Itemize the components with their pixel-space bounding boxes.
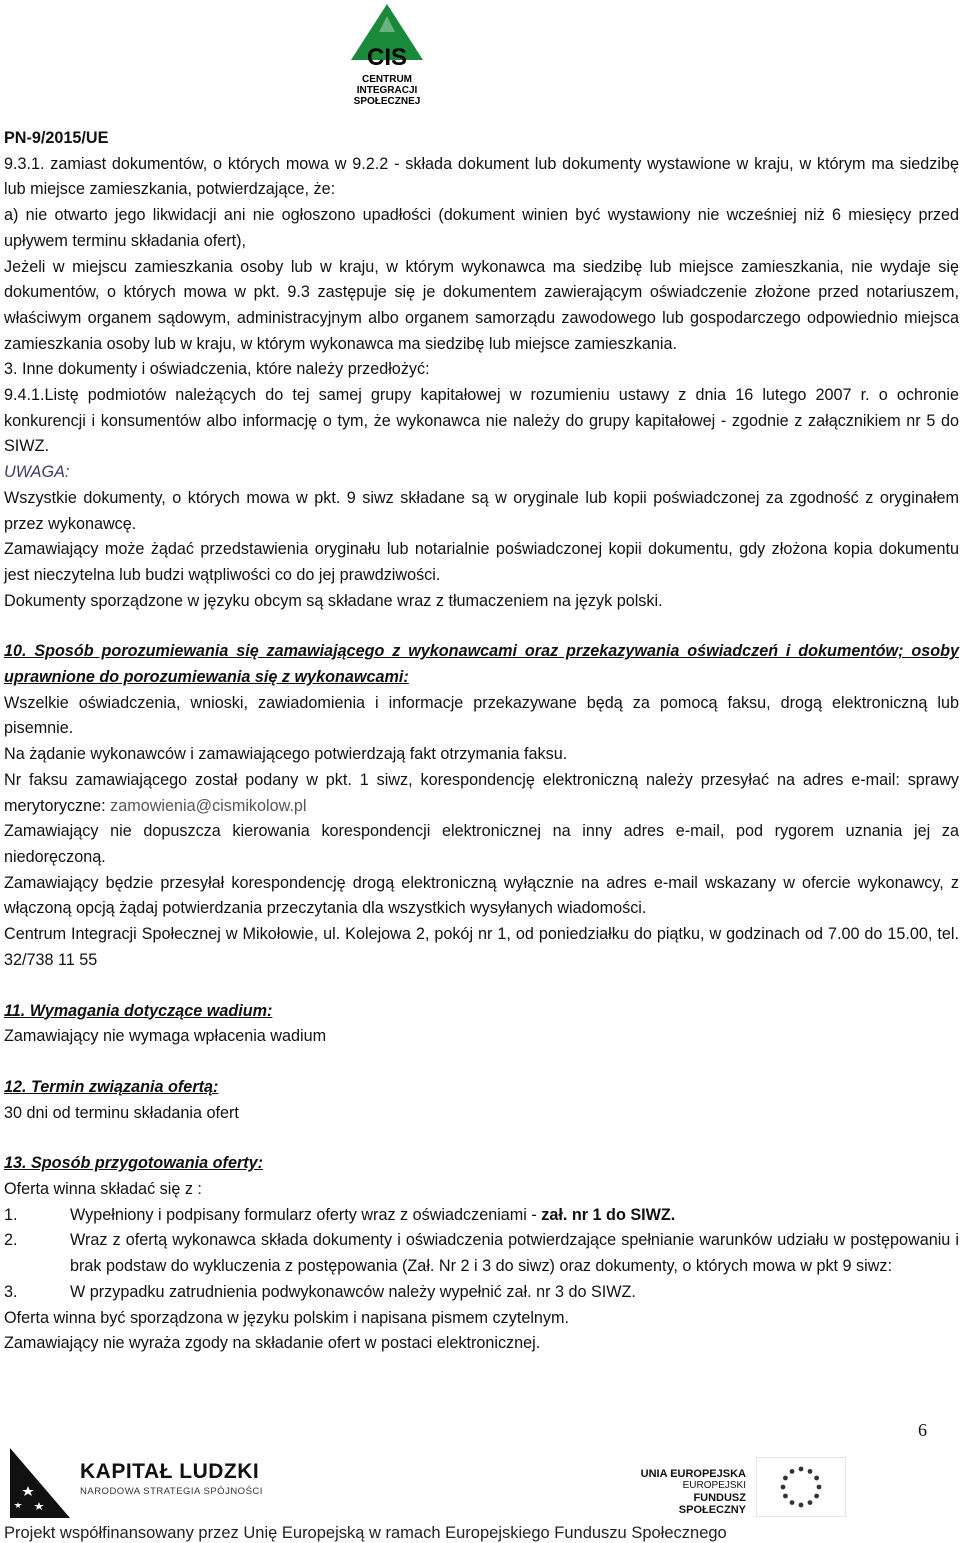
list-item: [4, 1203, 959, 1229]
list-item-number: 2.: [4, 1231, 18, 1250]
list-item-text: Wraz z ofertą wykonawca składa dokumenty i oświadczenia potwierdzające spełnianie warunków udziału w postępowaniu i brak podstaw do wykluczenia z postępowania (Zał. Nr 2 i 3 do siwz) oraz dokumenty, o których mowa w pkt 9 siwz:: [70, 1231, 959, 1276]
paragraph-all-documents: Wszystkie dokumenty, o których mowa w pkt. 9 siwz składane są w oryginale lub kopii poświadczonej za zgodność z oryginałem przez wykonawcę.: [4, 488, 959, 533]
section-10-p3: [4, 768, 959, 819]
section-10-heading: [4, 639, 959, 690]
eu-label-line-1: UNIA EUROPEJSKA: [640, 1468, 746, 1480]
section-10-p2: Na żądanie wykonawców i zamawiającego potwierdzają fakt otrzymania faksu.: [4, 745, 568, 764]
kapital-ludzki-emblem-icon: [6, 1444, 74, 1522]
cis-logo: [337, 2, 437, 112]
page-number: 6: [918, 1420, 927, 1440]
paragraph-original-request: Zamawiający może żądać przedstawienia oryginału lub notarialnie poświadczonej kopii dokumentu, gdy złożona kopia dokumentu jest nieczytelna lub budzi wątpliwości co do jej prawdziwości.: [4, 540, 959, 584]
cis-triangle-logo-icon: [337, 2, 437, 112]
cis-logo-line-2: INTEGRACJI: [356, 85, 418, 96]
section-10-p6: Centrum Integracji Społecznej w Mikołowie, ul. Kolejowa 2, pokój nr 1, od poniedziałku do piątku, w godzinach od 7.00 do 15.00, tel. 32/738 11 55: [4, 925, 959, 969]
list-item: [4, 1228, 959, 1279]
section-12-text: 30 dni od terminu składania ofert: [4, 1103, 239, 1122]
footer: [0, 1440, 960, 1541]
eu-label-line-2: EUROPEJSKI: [682, 1480, 746, 1491]
spacer: [4, 1050, 959, 1075]
eu-label-line-3: FUNDUSZ SPOŁECZNY: [678, 1492, 746, 1516]
section-10-p1: Wszelkie oświadczenia, wnioski, zawiadomienia i informacje przekazywane będą za pomocą faksu, drogą elektroniczną lub pisemnie.: [4, 693, 959, 738]
spacer: [4, 974, 959, 999]
list-item-number: 3.: [4, 1282, 18, 1301]
cis-logo-line-1: CENTRUM: [362, 74, 412, 85]
cis-logo-abbr: CIS: [366, 44, 408, 71]
section-10-p4: Zamawiający nie dopuszcza kierowania korespondencji elektronicznej na inny adres e-mail, pod rygorem uznania jej za niedoręczoną.: [4, 822, 959, 866]
section-11-text: Zamawiający nie wymaga wpłacenia wadium: [4, 1027, 327, 1046]
list-item-text-bold: zał. nr 1 do SIWZ.: [541, 1205, 676, 1224]
section-13-intro: Oferta winna składać się z :: [4, 1180, 202, 1199]
spacer: [4, 614, 959, 639]
cofinancing-statement: Projekt współfinansowany przez Unię Europejską w ramach Europejskiego Funduszu Społecznego: [4, 1524, 727, 1542]
section-10-p5: Zamawiający będzie przesyłał korespondencję drogą elektroniczną wyłącznie na adres e-mail wskazany w ofercie wykonawcy, z włączoną opcją żądaj potwierdzania przeczytania dla wszystkich wysyłanych wiadomości.: [4, 873, 959, 918]
section-10-p3-text: Nr faksu zamawiającego został podany w pkt. 1 siwz, korespondencję elektroniczną należy przesyłać na adres e-mail: sprawy merytoryczne:: [4, 770, 959, 815]
section-13-outro-2: Zamawiający nie wyraża zgody na składanie ofert w postaci elektronicznej.: [4, 1334, 541, 1353]
eu-label: [626, 1468, 746, 1516]
contact-email-link[interactable]: zamowienia@cismikolow.pl: [110, 796, 307, 815]
section-10-title: 10. Sposób porozumiewania się zamawiającego z wykonawcami oraz przekazywania oświadczeń i dokumentów; osoby uprawnione do porozumiewania się z wykonawcami:: [4, 642, 959, 687]
list-item-text-main: Wypełniony i podpisany formularz oferty wraz z oświadczeniami -: [70, 1205, 542, 1224]
list-item-text: W przypadku zatrudnienia podwykonawców należy wypełnić zał. nr 3 do SIWZ.: [70, 1282, 636, 1301]
section-13-title: 13. Sposób przygotowania oferty:: [4, 1154, 264, 1173]
paragraph-foreign-language: Dokumenty sporządzone w języku obcym są składane wraz z tłumaczeniem na język polski.: [4, 591, 663, 610]
section-13-outro-1: Oferta winna być sporządzona w języku polskim i napisana pismem czytelnym.: [4, 1308, 569, 1327]
spacer: [4, 1126, 959, 1151]
eu-flag-icon: [756, 1457, 846, 1517]
paragraph-9-4-1: 9.4.1.Listę podmiotów należących do tej samej grupy kapitałowej w rozumieniu ustawy z dnia 16 lutego 2007 r. o ochronie konkurencji i konsumentów albo informację o tym, że wykonawca nie należy do grupy kapitałowej - zgodnie z załącznikiem nr 5 do SIWZ.: [4, 386, 959, 456]
section-13-heading: [4, 1151, 959, 1177]
section-11-title: 11. Wymagania dotyczące wadium:: [4, 1001, 273, 1020]
paragraph-other-documents-heading: 3. Inne dokumenty i oświadczenia, które należy przedłożyć:: [4, 360, 430, 379]
paragraph-9-3-1-a: a) nie otwarto jego likwidacji ani nie ogłoszono upadłości (dokument winien być wystawiony nie wcześniej niż 6 miesięcy przed upływem terminu składania ofert),: [4, 206, 959, 250]
document-reference: PN-9/2015/UE: [4, 129, 109, 147]
uwaga-label: UWAGA:: [4, 463, 70, 482]
list-item: [4, 1280, 959, 1306]
list-item-number: 1.: [4, 1205, 18, 1224]
paragraph-9-3-1: 9.3.1. zamiast dokumentów, o których mowa w 9.2.2 - składa dokument lub dokumenty wystawione w kraju, w którym ma siedzibę lub miejsce zamieszkania, potwierdzające, że:: [4, 154, 959, 199]
kapital-ludzki-subtitle: NARODOWA STRATEGIA SPÓJNOŚCI: [80, 1486, 263, 1497]
section-12-title: 12. Termin związania ofertą:: [4, 1077, 219, 1096]
paragraph-alternative-documents: Jeżeli w miejscu zamieszkania osoby lub w kraju, w którym wykonawca ma siedzibę lub miejsce zamieszkania, nie wydaje się dokumentów, o których mowa w pkt. 9.3 zastępuje się je dokumentem zawierającym oświadczenie złożone przed notariuszem, właściwym organem sądowym, administracyjnym albo organem samorządu zawodowego lub gospodarczego odpowiednio miejsca zamieszkania osoby lub w kraju, w którym wykonawca ma siedzibę lub miejsce zamieszkania.: [4, 257, 959, 353]
list-item-text: [70, 1203, 959, 1229]
document-body: [4, 126, 959, 1357]
kapital-ludzki-title: KAPITAŁ LUDZKI: [80, 1460, 260, 1483]
cis-logo-line-3: SPOŁECZNEJ: [353, 96, 421, 107]
section-11-heading: [4, 999, 959, 1025]
section-12-heading: [4, 1075, 959, 1101]
